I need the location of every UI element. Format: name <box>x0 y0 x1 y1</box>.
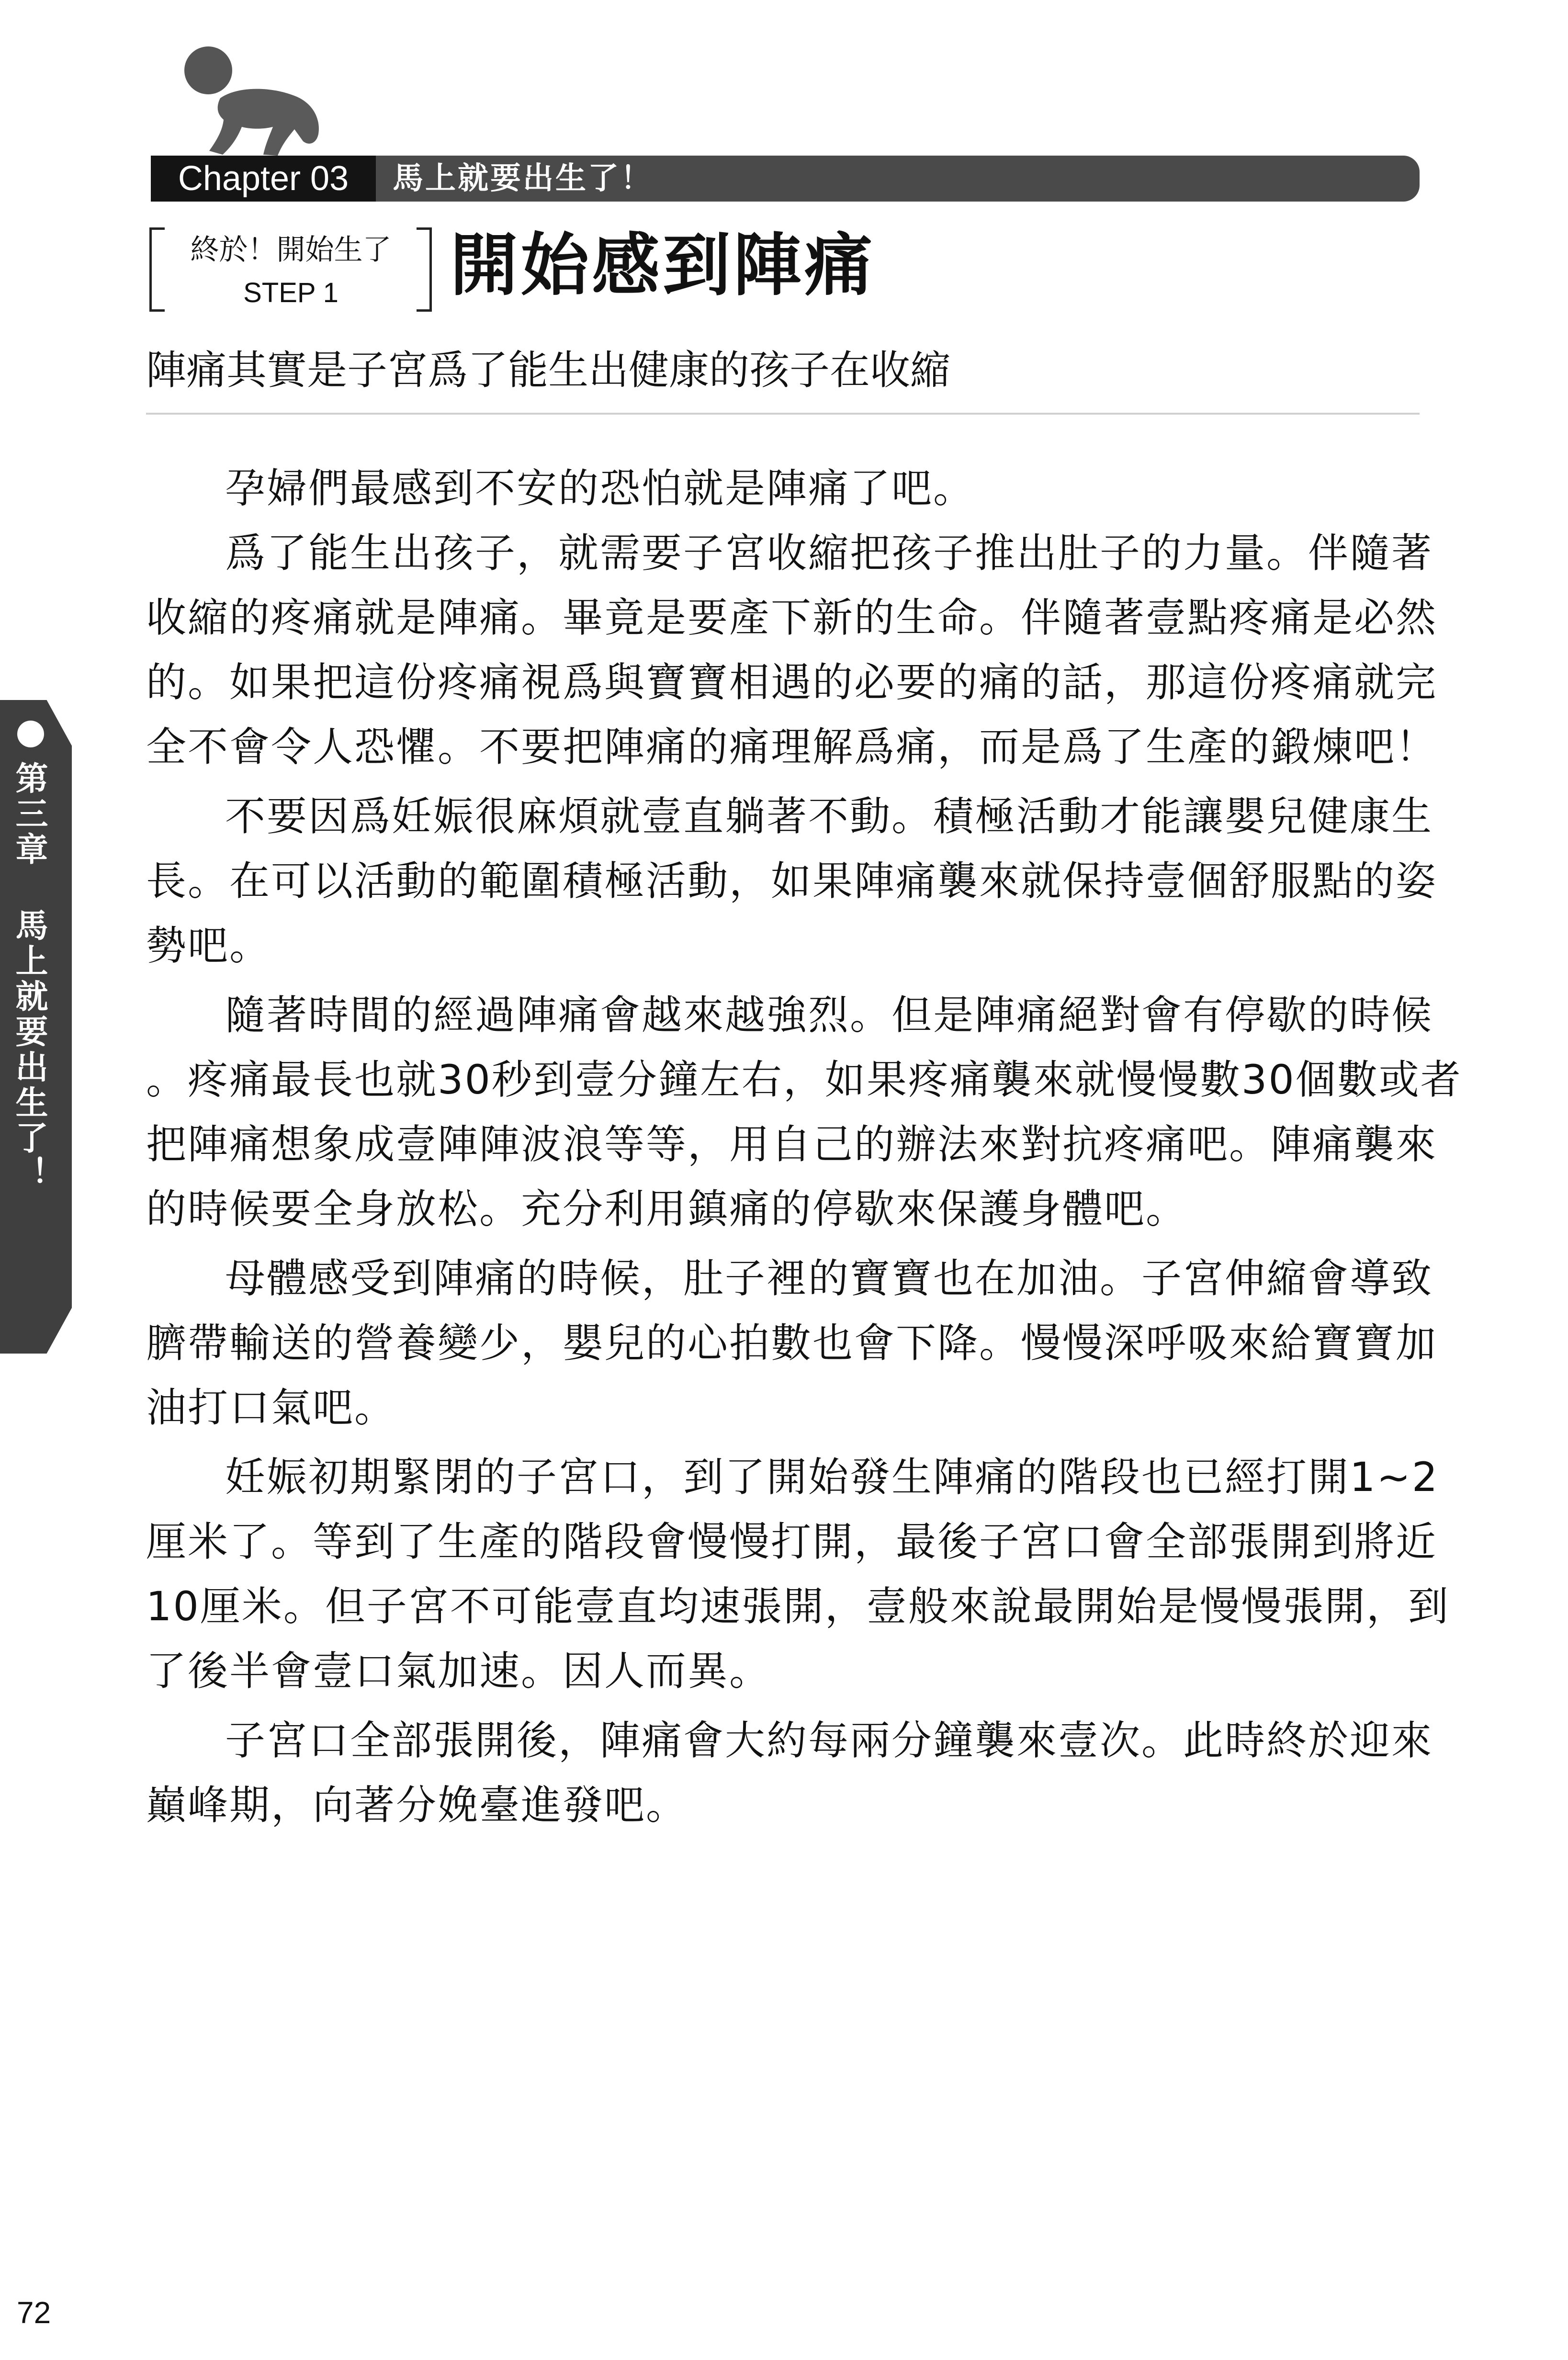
body-line: 爲了能生出孩子，就需要子宮收縮把孩子推出肚子的力量。伴隨著 <box>225 530 1433 576</box>
body-line: 妊娠初期緊閉的子宮口，到了開始發生陣痛的階段也已經打開1~2 <box>225 1454 1439 1501</box>
body-line: 的時候要全身放松。充分利用鎮痛的停歇來保護身體吧。 <box>146 1186 1188 1232</box>
step-label: 終於！開始生了 <box>190 233 392 267</box>
body-line: 。疼痛最長也就30秒到壹分鐘左右，如果疼痛襲來就慢慢數30個數或者 <box>146 1056 1462 1103</box>
body-line: 勢吧。 <box>146 922 271 969</box>
chapter-title: 馬上就要出生了！ <box>393 161 653 196</box>
step-number: STEP 1 <box>243 277 338 308</box>
step-bracket-right <box>417 227 432 312</box>
body-line: 長。在可以活動的範圍積極活動，如果陣痛襲來就保持壹個舒服點的姿 <box>146 858 1438 904</box>
chapter-label: Chapter 03 <box>151 156 376 202</box>
page-number: 72 <box>17 2295 51 2330</box>
body-line: 厘米了。等到了生產的階段會慢慢打開，最後子宮口會全部張開到將近 <box>146 1518 1438 1565</box>
body-line: 的。如果把這份疼痛視爲與寶寶相遇的必要的痛的話，那這份疼痛就完 <box>146 659 1438 706</box>
body-line: 子宮口全部張開後，陣痛會大約每兩分鐘襲來壹次。此時終於迎來 <box>225 1717 1433 1764</box>
body-line: 巔峰期，向著分娩臺進發吧。 <box>146 1782 688 1829</box>
crawling-baby-icon <box>175 41 333 160</box>
subtitle-divider <box>146 413 1420 415</box>
body-line: 把陣痛想象成壹陣陣波浪等等，用自己的辦法來對抗疼痛吧。陣痛襲來 <box>146 1121 1438 1168</box>
body-line: 母體感受到陣痛的時候，肚子裡的寶寶也在加油。子宮伸縮會導致 <box>225 1255 1433 1302</box>
step-bracket-left <box>149 227 165 312</box>
body-line: 了後半會壹口氣加速。因人而異。 <box>146 1648 771 1694</box>
body-line: 10厘米。但子宮不可能壹直均速張開，壹般來說最開始是慢慢張開，到 <box>146 1583 1450 1630</box>
section-subtitle: 陣痛其實是子宮爲了能生出健康的孩子在收縮 <box>146 347 951 394</box>
body-line: 油打口氣吧。 <box>146 1384 396 1431</box>
body-line: 孕婦們最感到不安的恐怕就是陣痛了吧。 <box>225 465 975 512</box>
section-title: 開始感到陣痛 <box>450 226 875 305</box>
side-chapter-label: 第三章 馬上就要出生了！ <box>10 761 48 1192</box>
body-line: 臍帶輸送的營養變少，嬰兒的心拍數也會下降。慢慢深呼吸來給寶寶加 <box>146 1320 1438 1366</box>
body-line: 收縮的疼痛就是陣痛。畢竟是要產下新的生命。伴隨著壹點疼痛是必然 <box>146 594 1438 641</box>
bullet-dot-icon <box>17 721 44 747</box>
body-line: 隨著時間的經過陣痛會越來越強烈。但是陣痛絕對會有停歇的時候 <box>225 992 1433 1039</box>
body-line: 全不會令人恐懼。不要把陣痛的痛理解爲痛，而是爲了生產的鍛煉吧！ <box>146 723 1438 770</box>
body-line: 不要因爲妊娠很麻煩就壹直躺著不動。積極活動才能讓嬰兒健康生 <box>225 793 1433 840</box>
